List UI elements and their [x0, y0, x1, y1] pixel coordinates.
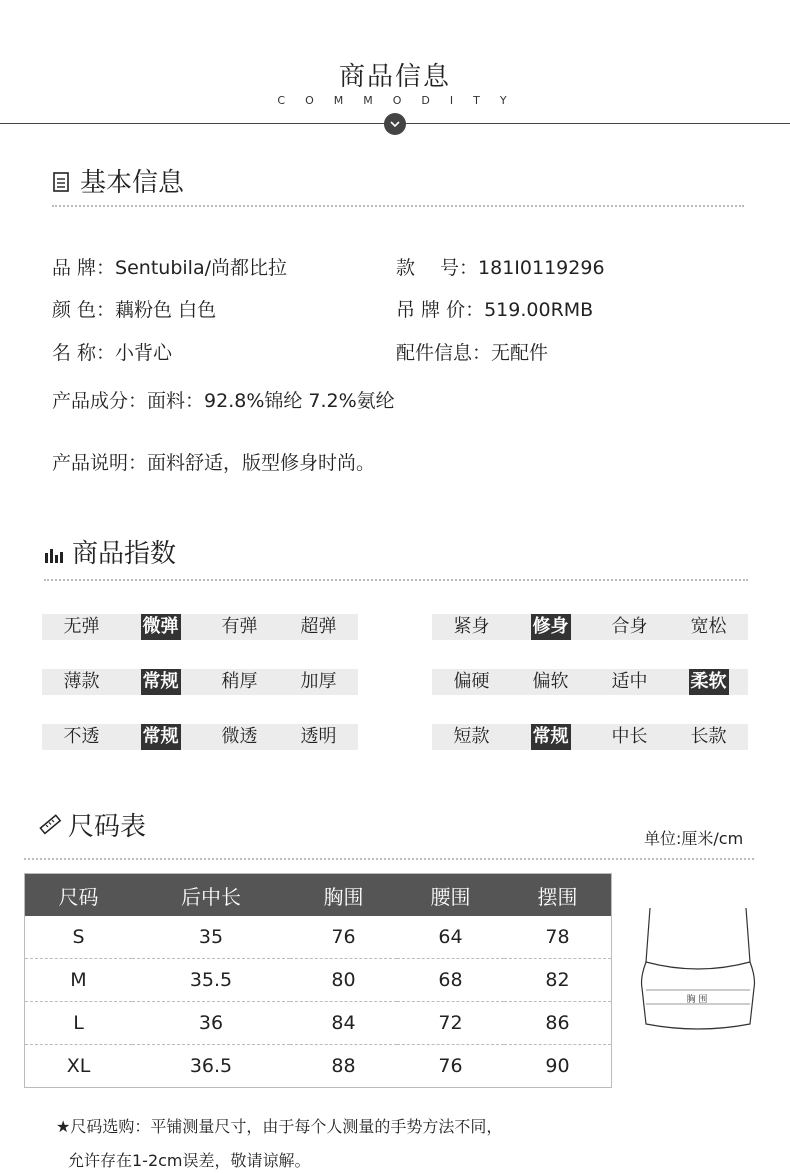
- index-option-selected: [511, 724, 590, 750]
- index-option-label: 适中: [611, 671, 648, 692]
- info-value: Sentubila/尚都比拉: [115, 257, 287, 279]
- index-option-label: 偏软: [532, 671, 569, 692]
- info-style-no: [396, 253, 605, 280]
- index-option-label: 微弹: [141, 614, 181, 640]
- size-col-header: 尺码: [25, 874, 132, 916]
- table-cell: 64: [397, 916, 504, 959]
- index-scale-row: [42, 724, 358, 750]
- table-cell: 90: [545, 1055, 570, 1077]
- info-value: 181I0119296: [478, 257, 605, 279]
- document-icon: [52, 169, 70, 199]
- index-scale-row: [432, 669, 748, 695]
- table-cell: 78: [504, 916, 611, 959]
- index-option: [432, 724, 511, 750]
- table-cell: 68: [397, 959, 504, 1002]
- index-option: [432, 614, 511, 640]
- info-value: 小背心: [115, 342, 173, 364]
- index-option-label: 合身: [611, 616, 648, 637]
- size-col-header: 后中长: [132, 874, 290, 916]
- page-title: 商品信息: [338, 62, 451, 92]
- garment-diagram: [636, 904, 758, 1040]
- index-option-selected: [121, 669, 200, 695]
- dotted-divider: [24, 858, 754, 860]
- index-option-label: 无弹: [63, 616, 100, 637]
- index-option-label: 常规: [141, 669, 181, 695]
- index-option: [669, 724, 748, 750]
- index-option: [200, 669, 279, 695]
- table-cell: 84: [290, 1002, 397, 1045]
- section-title: 尺码表: [68, 812, 147, 842]
- table-cell: S: [25, 916, 132, 959]
- info-label: 产品说明：: [52, 452, 148, 474]
- index-option-label: 薄款: [63, 671, 100, 692]
- size-col-header: 腰围: [397, 874, 504, 916]
- info-color: [52, 295, 216, 322]
- table-row: [25, 1002, 611, 1045]
- index-option-selected: [669, 669, 748, 695]
- table-cell: 82: [504, 959, 611, 1002]
- index-option-label: 加厚: [300, 671, 337, 692]
- info-label: 款 号：: [396, 257, 479, 279]
- index-scale-row: [432, 614, 748, 640]
- index-option-label: 有弹: [221, 616, 258, 637]
- info-label: 配件信息：: [396, 342, 492, 364]
- size-table: [24, 873, 612, 1088]
- index-option-label: 宽松: [690, 616, 727, 637]
- index-scale-row: [432, 724, 748, 750]
- index-option: [590, 669, 669, 695]
- info-value: 藕粉色 白色: [115, 299, 217, 321]
- table-cell: M: [25, 959, 132, 1002]
- index-option-label: 超弹: [300, 616, 337, 637]
- index-option: [279, 669, 358, 695]
- info-label: 产品成分：: [52, 390, 148, 412]
- size-col-header: 胸围: [290, 874, 397, 916]
- size-col-header: 摆围: [504, 874, 611, 916]
- table-cell: 76: [290, 916, 397, 959]
- info-value: 面料：92.8%锦纶 7.2%氨纶: [147, 390, 395, 412]
- dotted-divider: [44, 579, 748, 581]
- index-option: [200, 724, 279, 750]
- bar-chart-icon: [44, 540, 64, 570]
- dotted-divider: [52, 205, 744, 207]
- diagram-label: 胸 围: [686, 995, 708, 1005]
- index-option-label: 常规: [141, 724, 181, 750]
- info-composition: [52, 386, 395, 413]
- index-option-label: 中长: [611, 726, 648, 747]
- info-value: 无配件: [491, 342, 549, 364]
- index-option-label: 稍厚: [221, 671, 258, 692]
- table-cell: 72: [397, 1002, 504, 1045]
- chevron-down-icon: [384, 113, 406, 135]
- table-cell: 88: [331, 1055, 356, 1077]
- info-accessories: [396, 338, 548, 365]
- page-subtitle: COMMODITY: [277, 94, 527, 107]
- index-option-label: 修身: [531, 614, 571, 640]
- info-label: 品 牌：: [52, 257, 116, 279]
- index-option: [42, 724, 121, 750]
- index-option-label: 长款: [690, 726, 727, 747]
- index-option: [200, 614, 279, 640]
- info-label: 吊 牌 价：: [396, 299, 485, 321]
- table-cell: 35: [132, 916, 290, 959]
- index-option-label: 不透: [63, 726, 100, 747]
- section-basic-info: [52, 162, 184, 199]
- info-brand: [52, 253, 287, 280]
- ruler-icon: [38, 812, 62, 843]
- table-cell: 80: [290, 959, 397, 1002]
- info-description: [52, 448, 375, 475]
- size-note-line1: ★尺码选购：平铺测量尺寸，由于每个人测量的手势方法不同，: [56, 1117, 503, 1136]
- index-option-label: 偏硬: [453, 671, 490, 692]
- table-cell: 36: [132, 1002, 290, 1045]
- index-scale-row: [42, 669, 358, 695]
- index-option-selected: [121, 614, 200, 640]
- info-value: 519.00RMB: [484, 299, 594, 321]
- info-label: 颜 色：: [52, 299, 116, 321]
- index-option: [590, 614, 669, 640]
- index-option: [432, 669, 511, 695]
- index-option: [669, 614, 748, 640]
- index-option-label: 透明: [300, 726, 337, 747]
- section-product-index: [44, 533, 176, 570]
- info-value: 面料舒适，版型修身时尚。: [147, 452, 376, 474]
- index-option-label: 柔软: [689, 669, 729, 695]
- table-cell: 76: [438, 1055, 463, 1077]
- index-option: [279, 614, 358, 640]
- index-option-selected: [511, 614, 590, 640]
- table-row: [25, 916, 611, 959]
- info-name: [52, 338, 172, 365]
- index-option-label: 紧身: [453, 616, 490, 637]
- index-option: [279, 724, 358, 750]
- table-row: [25, 1045, 611, 1088]
- table-cell: 86: [504, 1002, 611, 1045]
- index-option-label: 短款: [453, 726, 490, 747]
- size-note-line2: 允许存在1-2cm误差，敬请谅解。: [68, 1151, 311, 1170]
- section-title: 商品指数: [72, 539, 177, 569]
- table-cell: 35.5: [132, 959, 290, 1002]
- section-size-chart: [38, 806, 146, 843]
- table-cell: XL: [66, 1055, 91, 1077]
- index-option-label: 微透: [221, 726, 258, 747]
- size-unit: 单位:厘米/cm: [644, 829, 744, 848]
- index-option: [511, 669, 590, 695]
- index-option: [42, 669, 121, 695]
- table-row: [25, 959, 611, 1002]
- table-cell: L: [25, 1002, 132, 1045]
- index-option-label: 常规: [531, 724, 571, 750]
- index-option: [42, 614, 121, 640]
- section-title: 基本信息: [80, 168, 185, 198]
- info-label: 名 称：: [52, 342, 116, 364]
- info-tag-price: [396, 295, 593, 322]
- index-scale-row: [42, 614, 358, 640]
- index-option: [590, 724, 669, 750]
- index-option-selected: [121, 724, 200, 750]
- table-cell: 36.5: [189, 1055, 233, 1077]
